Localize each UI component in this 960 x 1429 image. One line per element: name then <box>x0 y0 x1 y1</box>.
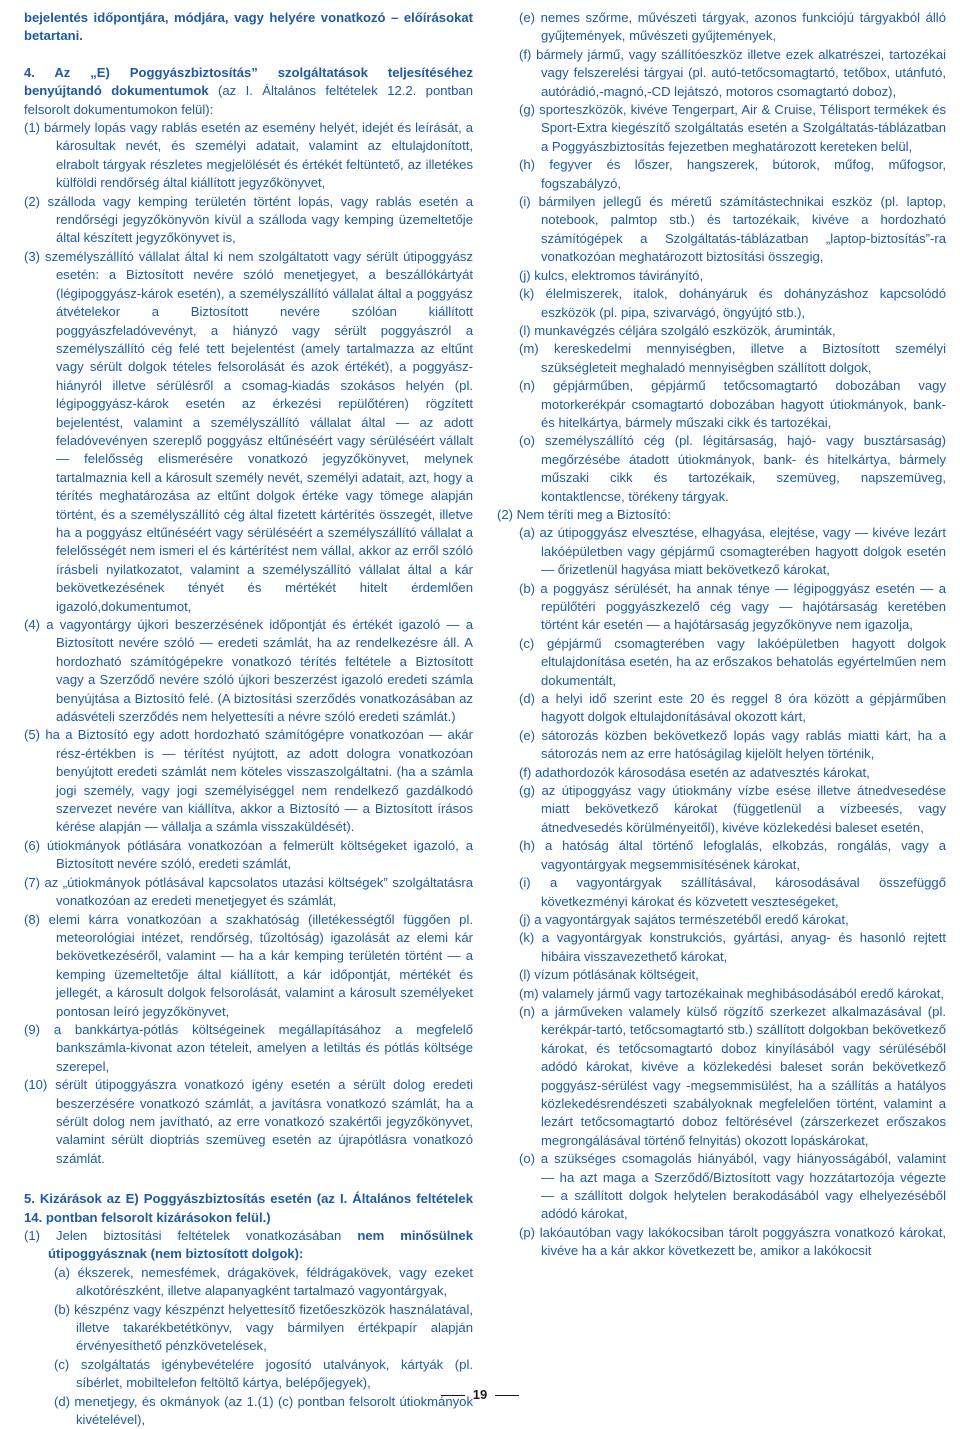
exclusion-list-item-number: (i) <box>519 194 531 210</box>
document-list-item-text: elemi kárra vonatkozóan a szakhatóság (illetékességtől függően pl. meteorológiai intézet, rendőrség, tűzoltóság) igazolását az elemi kár bekövetkezéséről, valamint — ha a kár kemping területén történt — a kemping üzemeltetője által kiállított, a kár időpontját, mértékét és jellegét, a károsult dolgok felsorolását, valamint a károsult személyeket pontosan leíró jegyzőkönyvet, <box>48 911 474 1019</box>
document-list-item-number: (3) <box>24 248 41 264</box>
not-covered-list-item-text: a szükséges csomagolás hiányából, vagy hiányosságából, valamint — ha azt maga a Szerződő/Biztosított vagy hozzátartozója végezte — a szállított dolgok helytelen berakodásából vagy elhelyezéséből adódó károkat, <box>540 1151 946 1222</box>
not-covered-list-item <box>497 1003 946 1150</box>
document-list-item-text: bármely lopás vagy rablás esetén az esemény helyét, idejét és leírását, a károsultak nevét, és személyi adatait, valamint az eltulajdonított, elrabolt tárgyak részletes megjelölését és értékét feltüntető, az illetékes külföldi rendőrség által kiállított jegyzőkönyvet, <box>44 120 473 191</box>
not-covered-list-item-text: a járműveken valamely külső rögzítő szerkezet alkalmazásával (pl. kerékpár-tartó, tetőcsomagtartó stb.) szállított dolgokban bekövetkező károkat, és tetőcsomagtartó doboz kinyílásából vagy sérüléséből adódó károkat, kivéve a közlekedési baleset során bekövetkező poggyász-sérülést vagy -megsemmisülést, ha a szállítás a hatályos közlekedésrendészeti szabályoknak megfelelően történt, valamint a lezárt tetőcsomagtartó doboz feltörésével (zárszerkezet erőszakos megrongálásával történő felnyitás) okozott lopáskárokat, <box>541 1003 946 1148</box>
exclusion-list-item <box>497 101 946 156</box>
exclusion-list-item-number: (a) <box>54 1264 71 1280</box>
document-list-item-number: (4) <box>24 617 41 632</box>
exclusion-list-item-number: (g) <box>519 102 536 118</box>
exclusion-list-item-text: nemes szőrme, művészeti tárgyak, azonos funkciójú tárgyakból álló gyűjtemények, művészeti gyűjtemények, <box>540 10 947 44</box>
document-list-item-text: az „útiokmányok pótlásával kapcsolatos utazási költségek” szolgáltatásra vonatkozóan az eredeti menetjegyet és számlát, <box>44 874 474 909</box>
document-list-item <box>24 874 473 911</box>
not-covered-list-item <box>497 929 946 966</box>
exclusion-list-item-number: (o) <box>519 433 536 449</box>
exclusion-list-item-text: bármilyen jellegű és méretű számítástechnikai eszköz (pl. laptop, notebook, palmtop stb.) és tartozékaik, kivéve a hordozható számítógépek a Szolgáltatás-táblázatban „laptop-biztosítás”-ra vonatkozóan meghatározott biztosítási összegig, <box>538 194 946 265</box>
exclusion-list-item-number: (d) <box>54 1393 71 1409</box>
not-covered-list-item-text: sátorozás közben bekövetkező lopás vagy rablás miatti kárt, ha a sátorozás nem az erre hatóságilag kijelölt helyen történik, <box>541 727 946 762</box>
right-column <box>497 9 946 1261</box>
exclusion-list-item <box>497 9 946 46</box>
not-covered-list-item <box>497 727 946 764</box>
not-covered-list-item-number: (h) <box>519 838 536 854</box>
document-list-item-text: személyszállító vállalat által ki nem szolgáltatott vagy sérült útipoggyász esetén: a Biztosított nevére szóló menetjegyet, a beszállókártyát (légipoggyász-károk esetén), a személyszállító vállalat által a poggyász átvételekor a Biztosított nevére szólóan kiállított poggyászfeladóvevényt, a hiányzó vagy sérült poggyászról a személyszállító cég felé tett bejelentést (amely tartalmazza az eltűnt vagy sérült dolgok tételes felsorolását és azok értékét), a poggyász-hiányról illetve sérülésről a csomag-kiadás szokásos helyén (pl. légipoggyász-károk esetén az érkezési repülőtéren) rögzített bejelentést, valamint a személyszállító vállalat által — az adott feladóvevényen szereplő poggyász eltűnéséért vagy sérüléséért vállalt — felelősség elismerésére vonatkozó jegyzőkönyvet, melynek tartalmaznia kell a károsult személy nevét, személyi adatait, azt, hogy a térítés meghatározása az eltűnt dolgok értéke vagy tömege alapján történt, és a személyszállító cég által fizetett kártérítés összegét, illetve ha a poggyász eltűnéséért vagy sérüléséért a személyszállító vállalat a felelősségét nem ismeri el és kártérítést nem vállal, akkor az erről szóló írásbeli nyilatkozatot, valamint a személyszállító vállalat által a kár bekövetkezésének tényét és mértékét hitelt érdemlően igazoló,dokumentumot, <box>45 248 474 614</box>
document-list-item-number: (10) <box>24 1077 48 1093</box>
exclusion-list-item <box>497 46 946 101</box>
section5-heading: 5. Kizárások az E) Poggyászbiztosítás esetén (az I. Általános feltételek 14. pontban felsorolt kizárásokon felül.) <box>24 1191 473 1225</box>
exclusion-list-item <box>497 340 946 377</box>
part2-items <box>497 524 946 1260</box>
exclusion-list-item <box>497 285 946 322</box>
not-covered-list-item <box>497 911 946 929</box>
exclusion-list-item-number: (j) <box>519 267 531 283</box>
not-covered-list-item-text: gépjármű csomagterében vagy lakóépületben hagyott dolgok eltulajdonítása esetén, ha az erőszakos behatolás egyértelműen nem dokumentált, <box>541 635 946 688</box>
document-list-item <box>24 193 473 248</box>
not-covered-list-item-text: a helyi idő szerint este 20 és reggel 8 óra között a gépjárműben hagyott dolgok eltulajdonításával okozott kárt, <box>541 691 946 725</box>
document-list-item-text: szálloda vagy kemping területén történt lopás, vagy rablás esetén a rendőrségi jegyzőkönyvön kívül a szálloda vagy kemping üzemeltetője által készített jegyzőkönyvet is, <box>47 193 473 246</box>
document-list-item-number: (8) <box>24 911 41 927</box>
exclusion-list-item-text: munkavégzés céljára szolgáló eszközök, áruminták, <box>534 322 836 338</box>
page-number-text: 19 <box>472 1387 488 1402</box>
not-covered-list-item-number: (f) <box>519 764 532 780</box>
exclusion-list-item-text: ékszerek, nemesfémek, drágakövek, féldrágakövek, vagy ezeket alkotórészként, illetve alapanyagként tartalmazó vagyontárgyak, <box>76 1264 473 1299</box>
exclusion-list-item-number: (l) <box>519 322 531 338</box>
exclusion-list-item-number: (c) <box>54 1356 70 1372</box>
not-covered-list-item-number: (l) <box>519 967 531 983</box>
not-covered-list-item <box>497 1150 946 1224</box>
not-covered-list-item <box>497 985 946 1003</box>
not-covered-list-item-number: (g) <box>519 783 536 799</box>
exclusion-list-item-text: készpénz vagy készpénzt helyettesítő fizetőeszközök használatával, illetve takarékbetétkönyv, vagy bármilyen értékpapír alapján érvényesíthető pénzkövetelések, <box>74 1301 474 1354</box>
not-covered-list-item-text: a vagyontárgyak szállításával, károsodásával összefüggő következményi károkat és közvetett veszteségeket, <box>541 875 946 909</box>
not-covered-list-item-text: valamely jármű vagy tartozékainak meghibásodásából eredő károkat, <box>542 985 945 1001</box>
document-list-item <box>24 911 473 1021</box>
section5-intro-bold: nem minősülnek útipoggyásznak (nem biztosított dolgok): <box>48 1228 473 1262</box>
exclusion-list-item-number: (m) <box>519 341 539 357</box>
not-covered-list-item-number: (m) <box>519 985 539 1001</box>
not-covered-list-item-number: (i) <box>519 875 531 891</box>
document-list-item <box>24 1021 473 1076</box>
exclusion-list-item-text: kereskedelmi mennyiségben, illetve a Biztosított személyi szükségleteit meghaladó mennyiségben szállított dolgok, <box>541 341 946 375</box>
section5-intro <box>24 1227 473 1264</box>
not-covered-list-item <box>497 635 946 690</box>
document-list-item-number: (5) <box>24 727 41 743</box>
page-number-dash-right <box>495 1395 519 1396</box>
document-list-item-number: (9) <box>24 1021 41 1037</box>
not-covered-list-item-number: (p) <box>519 1224 536 1240</box>
not-covered-list-item-number: (k) <box>519 930 535 946</box>
document-list-item-text: útiokmányok pótlására vonatkozóan a felmerült költségeket igazoló, a Biztosított nevére szóló, eredeti számlát, <box>46 837 473 872</box>
exclusion-list-item-text: élelmiszerek, italok, dohányáruk és dohányzáshoz kapcsolódó eszközök (pl. pipa, szivarvágó, öngyújtó stb.), <box>541 286 946 320</box>
not-covered-list-item-text: a vagyontárgyak konstrukciós, gyártási, anyag- és hasonló rejtett hibáira visszavezethető károkat, <box>541 930 947 964</box>
not-covered-list-item-text: vízum pótlásának költségeit, <box>534 967 699 983</box>
exclusion-list-item-text: bármely jármű, vagy szállítóeszköz illetve ezek alkatrészei, tartozékai vagy felszerelési tárgyai (pl. autó-tetőcsomagtartó, tetőbox, utánfutó, autórádió,-magnó,-CD lejátszó, motoros csomagtartó doboz), <box>536 46 947 99</box>
not-covered-list-item <box>497 874 946 911</box>
exclusion-list-item <box>497 322 946 340</box>
exclusion-list-item-number: (k) <box>519 286 535 302</box>
document-list-item <box>24 119 473 193</box>
not-covered-list-item-number: (j) <box>519 911 531 927</box>
exclusion-list-item-text: kulcs, elektromos távirányító, <box>534 267 704 283</box>
not-covered-list-item-number: (d) <box>519 691 536 707</box>
exclusion-list-item <box>497 267 946 285</box>
exclusion-list-item-number: (e) <box>519 10 536 25</box>
exclusion-list-item-number: (b) <box>54 1301 71 1317</box>
not-covered-list-item-text: a hatóság által történő lefoglalás, elkobzás, rongálás, vagy a vagyontárgyak megsemmisítésének károkat, <box>541 838 946 872</box>
section4-heading-text: 4. Az „E) Poggyászbiztosítás” szolgáltatások teljesítéséhez benyújtandó dokumentumok <box>24 64 473 99</box>
document-list-item <box>24 1076 473 1168</box>
page-number <box>0 1386 960 1404</box>
document-list-item <box>24 726 473 836</box>
part2-heading: (2) Nem téríti meg a Biztosító: <box>497 506 671 522</box>
page-number-dash-left <box>441 1395 465 1396</box>
not-covered-list-item <box>497 966 946 984</box>
left-column <box>24 9 473 1429</box>
not-covered-list-item <box>497 580 946 635</box>
not-covered-list-item-number: (c) <box>519 635 535 651</box>
exclusion-items-continued <box>497 9 946 506</box>
not-covered-list-item <box>497 837 946 874</box>
not-covered-list-item-number: (n) <box>519 1003 536 1019</box>
exclusion-list-item <box>497 432 946 506</box>
not-covered-list-item-number: (e) <box>519 727 536 743</box>
exclusion-list-item-text: személyszállító cég (pl. légitársaság, hajó- vagy busztársaság) megőrzésébe átadott útiokmányok, bank- és hitelkártya, bármely műszaki cikk és tartozékaik, szemüveg, napszemüveg, kontaktlencse, törékeny tárgyak. <box>541 433 946 504</box>
not-covered-list-item <box>497 782 946 837</box>
document-list-item-number: (6) <box>24 837 41 853</box>
not-covered-list-item-number: (o) <box>519 1151 536 1167</box>
document-list-item <box>24 616 473 726</box>
document-list-item-text: ha a Biztosító egy adott hordozható számítógépre vonatkozóan — akár rész-értékben is — térítést nyújtott, az adott dologra vonatkozóan benyújtott eredeti számlát nem köteles visszaszolgáltatni. (ha a számla jogi személy, vagy jogi személyiséggel nem rendelkező gazdálkodó szervezet nevére van kiállítva, akkor a Biztosító — a Biztosított írásos kérése alapján — vállalja a számla visszaküldését). <box>45 727 474 835</box>
not-covered-list-item-number: (b) <box>519 580 536 596</box>
section4-heading-note: (az I. Általános feltételek 12.2. pontban felsorolt dokumentumokon felül): <box>24 83 473 117</box>
not-covered-list-item <box>497 690 946 727</box>
exclusion-list-item-text: sporteszközök, kivéve Tengerpart, Air & Cruise, Télisport termékek és Sport-Extra kiegészítő szolgáltatás esetén a Szolgáltatás-táblázatban a Poggyászbiztosítás fejezetben meghatározott kereteken belül, <box>539 102 946 154</box>
exclusion-list-item-text: menetjegy, és okmányok (az 1.(1) (c) pontban felsorolt útiokmányok kivételével), <box>74 1393 473 1428</box>
not-covered-list-item-text: a vagyontárgyak sajátos természetéből eredő károkat, <box>534 911 849 927</box>
document-list-item-text: a vagyontárgy újkori beszerzésének időpontját és értékét igazoló — a Biztosított nevére szóló — eredeti számlát, ha az rendelkezésre áll. A hordozható számítógépekre vonatkozó térítés feltétele a Biztosított vagy a Szerződő nevére szóló újkori beszerzést igazoló eredeti számla benyújtása a Biztosító felé. (A biztosítási szerződés vonatkozásában az adásvételi szerződés nem helyettesíti a névre szóló eredeti számlát.) <box>46 617 473 725</box>
exclusion-list-item-number: (h) <box>519 157 536 173</box>
section4-items <box>24 119 473 1168</box>
section5-intro-text: Jelen biztosítási feltételek vonatkozásában <box>56 1228 342 1243</box>
not-covered-list-item-number: (a) <box>519 525 536 541</box>
document-list-item-number: (1) <box>24 120 41 136</box>
not-covered-list-item-text: az útipoggyász elvesztése, elhagyása, elejtése, vagy — kivéve lezárt lakóépületben vagy gépjármű csomagterében hagyott dolgok esetén — őrizetlenül hagyása miatt bekövetkező károkat, <box>539 525 946 578</box>
section4-heading <box>24 64 473 119</box>
exclusion-list-item <box>24 1264 473 1301</box>
not-covered-list-item <box>497 1224 946 1261</box>
exclusion-list-item-number: (n) <box>519 378 536 394</box>
exclusion-list-item <box>497 193 946 267</box>
document-list-item-text: a bankkártya-pótlás költségeinek megállapításához a megfelelő bankszámla-kivonat azon tételeit, amelyen a letiltás és pótlás költsége szerepel, <box>53 1021 473 1074</box>
exclusion-list-item <box>497 377 946 432</box>
exclusion-list-item-number: (f) <box>519 46 532 62</box>
not-covered-list-item-text: lakóautóban vagy lakókocsiban tárolt poggyászra vonatkozó károkat, kivéve ha a kár akkor következett be, amikor a lakókocsit <box>539 1224 946 1259</box>
not-covered-list-item-text: adathordozók károsodása esetén az adatvesztés károkat, <box>535 764 870 780</box>
document-list-item-number: (2) <box>24 193 41 209</box>
not-covered-list-item <box>497 764 946 782</box>
document-list-item-number: (7) <box>24 874 41 890</box>
exclusion-list-item <box>497 156 946 193</box>
not-covered-list-item-text: a poggyász sérülését, ha annak ténye — légipoggyász esetén — a repülőtéri poggyászkezelő cég vagy — hajótársaság keretében történt kár esetén — a hajótársaság jegyzőkönyve nem igazolja, <box>540 580 947 633</box>
section5-intro-num: (1) <box>24 1228 41 1243</box>
intro-continuation: bejelentés időpontjára, módjára, vagy helyére vonatkozó – előírásokat betartani. <box>24 10 473 44</box>
exclusion-list-item-text: szolgáltatás igénybevételére jogosító utalványok, kártyák (pl. síbérlet, mobiltelefon feltöltő kártya, belépőjegyek), <box>76 1356 473 1391</box>
document-list-item <box>24 837 473 874</box>
not-covered-list-item-text: az útipoggyász vagy útiokmány vízbe esése illetve átnedvesedése miatt bekövetkező károkat (függetlenül a vízbeesés, vagy átnedvesedés körülményeitől), kivéve közlekedési baleset esetén, <box>541 783 947 835</box>
not-covered-list-item <box>497 524 946 579</box>
exclusion-list-item-text: gépjárműben, gépjármű tetőcsomagtartó dobozában vagy motorkerékpár csomagtartó dobozában hagyott útiokmányok, bank- és hitelkártya, bármely műszaki cikk és tartozékai, <box>541 378 946 430</box>
exclusion-list-item-text: fegyver és lőszer, hangszerek, bútorok, műfog, műfogsor, fogszabályzó, <box>541 157 947 191</box>
document-list-item-text: sérült útipoggyászra vonatkozó igény esetén a sérült dolog eredeti beszerzésére vonatkozó számlát, a javításra vonatkozó számlát, ha a sérült dolog nem javítható, az erre vonatkozó szakértői jegyzőkönyvet, valamint sérült dioptriás szemüveg esetén az újrapótlásra vonatkozó számlát. <box>55 1077 474 1166</box>
document-list-item <box>24 248 473 616</box>
exclusion-list-item <box>24 1301 473 1356</box>
